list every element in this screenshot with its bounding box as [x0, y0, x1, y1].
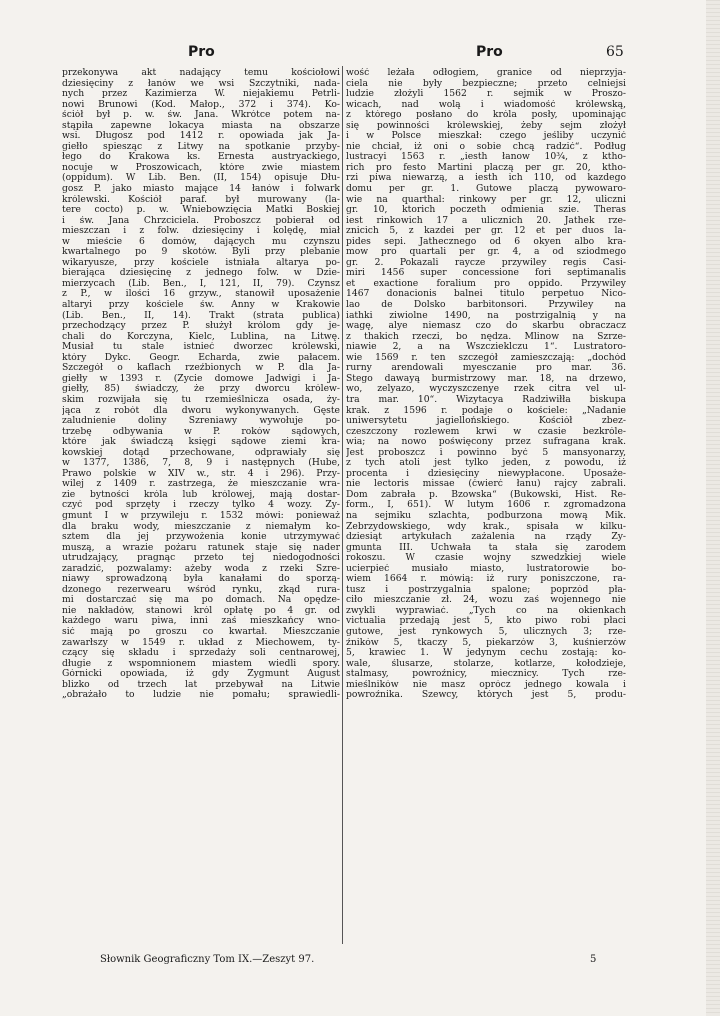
- text-line: iathki ziwiolne 1490, na postrzigalnią y na: [346, 310, 626, 321]
- text-line: gmunt I w przywileju r. 1532 mówi: ponieważ: [62, 510, 340, 521]
- text-line: się powinności królewskiej, żeby sejm złożył: [346, 120, 626, 131]
- text-line: sić mają po groszu co kwartał. Mieszczanie: [62, 626, 340, 637]
- text-line: pides sepi. Jathecznego od 6 okyen albo kra-: [346, 236, 626, 247]
- text-line: wilej z 1409 r. zastrzega, że mieszczanie wra-: [62, 479, 340, 490]
- text-line: długie z wspomnionem miastem wiedli spory.: [62, 658, 340, 669]
- text-line: tra mar. 10“. Wizytacya Radziwiłła biskupa: [346, 394, 626, 405]
- text-line: Musiał tu stale istnieć dworzec królewski,: [62, 342, 340, 353]
- running-header-right: Pro: [476, 44, 503, 60]
- text-line: w 1377, 1386, 7, 8, 9 i następnych (Hube,: [62, 458, 340, 469]
- text-line: wagę, alye niemasz czo do skarbu obraczacz: [346, 321, 626, 332]
- text-line: wiem 1664 r. mówią: iż rury poniszczone, ra-: [346, 574, 626, 585]
- text-line: ludzie złożyli 1562 r. sejmik w Proszo-: [346, 89, 626, 100]
- text-line: wość leżała odłogiem, granice od nieprzyja-: [346, 68, 626, 78]
- text-line: et exactione foralium pro oppido. Przywiley: [346, 278, 626, 289]
- text-line: wie 1569 r. ten szczegół zamieszczają: „dochód: [346, 352, 626, 363]
- text-line: victualia przedają jest 5, kto piwo robi płaci: [346, 616, 626, 627]
- text-line: źników 5, tkaczy 5, piekarzów 3, kuśnierzów: [346, 637, 626, 648]
- text-line: wale, ślusarze, stolarze, kotlarze, kołodzieje,: [346, 658, 626, 669]
- text-line: nocuje w Proszowicach, które zwie miastem: [62, 162, 340, 173]
- text-line: który Dykc. Geogr. Echarda, zwie pałacem.: [62, 352, 340, 363]
- text-line: zwykli wyprawiać. „Tych co na okienkach: [346, 605, 626, 616]
- text-line: rurny arendowali myesczanie pro mar. 36.: [346, 363, 626, 374]
- text-line: wicach, nad wolą i wiadomość królewską,: [346, 99, 626, 110]
- text-line: „obrażało to ludzie nie pomału; sprawiedli-: [62, 690, 340, 701]
- right-text-column: [346, 68, 626, 940]
- footer-publication: Słownik Geograficzny Tom IX.—Zeszyt 97.: [100, 954, 315, 965]
- text-line: nowi Brunowi (Kod. Małop., 372 i 374). Ko-: [62, 99, 340, 110]
- text-line: giełły, 85) świadczy, że przy dworcu królew-: [62, 384, 340, 395]
- text-line: tere cocto) p. w. Wniebowzięcia Matki Boskiej: [62, 205, 340, 216]
- text-line: Prawo polskie w XIV w., str. 4 i 296). Przy-: [62, 468, 340, 479]
- text-line: w mieście 6 domów, dających mu czynszu: [62, 236, 340, 247]
- text-line: czący się składu i sprzedaży soli centnarowej,: [62, 648, 340, 659]
- text-line: wo, zelyazo, wyczyszczenye rzek citra vel ul-: [346, 384, 626, 395]
- text-line: stalmasy, powroźnicy, miecznicy. Tych rze-: [346, 669, 626, 680]
- text-line: 1467 donacionis balnei titulo perpetuo Nico-: [346, 289, 626, 300]
- text-line: gr. 2. Pokazali raycze przywiley regis Casi-: [346, 257, 626, 268]
- text-line: altaryi przy kościele św. Anny w Krakowie: [62, 300, 340, 311]
- text-line: kwartalnego po 9 skotów. Byli przy plebanie: [62, 247, 340, 258]
- left-text-column: [62, 68, 340, 940]
- text-line: mierzycach (Lib. Ben., I, 121, II, 79). Czynsz: [62, 278, 340, 289]
- text-line: jąca z robót dla dworu wykonywanych. Gęste: [62, 405, 340, 416]
- text-line: łego do Krakowa ks. Ernesta austryackiego,: [62, 152, 340, 163]
- text-line: czyć pod sprzęty i rzeczy tylko 4 wozy. Zy-: [62, 500, 340, 511]
- text-line: sztem dla jej przywożenia konie utrzymywać: [62, 532, 340, 543]
- text-line: zaludnienie doliny Szreniawy wywołuje po-: [62, 416, 340, 427]
- text-line: lustracyi 1563 r. „iesth łanow 10¾, z ktho-: [346, 152, 626, 163]
- text-line: Dom zabrała p. Bzowska“ (Bukowski, Hist. Re-: [346, 489, 626, 500]
- text-line: zaradzić, pozwalamy: ażeby woda z rzeki Szre-: [62, 563, 340, 574]
- text-line: 5, krawiec 1. W jedynym cechu zostają: ko-: [346, 648, 626, 659]
- text-line: rich pro festo Martini placzą per gr. 20, ktho-: [346, 162, 626, 173]
- text-line: zie bytności króla lub królowej, mają dostar-: [62, 489, 340, 500]
- column-divider: [342, 66, 343, 944]
- text-line: wie na quarthal: rinkowy per gr. 12, uliczni: [346, 194, 626, 205]
- text-line: królewski. Kościół paraf. był murowany (la-: [62, 194, 340, 205]
- text-line: niawie 2, a na Wszczieklczu 1“. Lustratoro-: [346, 342, 626, 353]
- text-line: ciela nie były bezpieczne; przeto celniejsi: [346, 78, 626, 89]
- text-line: przechodzący przez P. służył królom gdy je-: [62, 321, 340, 332]
- text-line: na sejmiku szlachta, podburzona mową Mik.: [346, 510, 626, 521]
- text-line: wia; na nowo poświęcony przez sufragana krak.: [346, 437, 626, 448]
- text-line: i św. Jana Chrzciciela. Proboszcz pobierał od: [62, 215, 340, 226]
- text-line: wikaryusze, przy kościele istniała altarya po-: [62, 257, 340, 268]
- text-line: które jak świadczą księgi sądowe ziemi kra-: [62, 437, 340, 448]
- text-line: blizko od trzech lat przebywał na Litwie: [62, 679, 340, 690]
- text-line: nych przez Kazimierza W. niejakiemu Petrli-: [62, 89, 340, 100]
- footer-signature: 5: [590, 954, 597, 965]
- text-line: Zebrzydowskiego, wdy krak., spisała w kilku-: [346, 521, 626, 532]
- text-line: stąpiła zapewne lokacya miasta na obszarze: [62, 120, 340, 131]
- text-line: z którego posłano do króla posły, upominając: [346, 110, 626, 121]
- page-number: 65: [606, 44, 624, 60]
- text-line: mieślników nie masz oprócz jednego kowala i: [346, 679, 626, 690]
- text-line: rzi piwa niewarzą, a iesth ich 110, od kazdego: [346, 173, 626, 184]
- text-line: z thakich rzeczi, bo nędza. Mlinow na Szrze-: [346, 331, 626, 342]
- text-line: dzonego rezerwearu wśród rynku, zkąd rura-: [62, 584, 340, 595]
- text-line: nie nakładów, stanowi król opłatę po 4 gr. od: [62, 605, 340, 616]
- text-line: chali do Korczyna, Kielc, Lublina, na Litwę.: [62, 331, 340, 342]
- text-line: miri 1456 super concessione fori septimanalis: [346, 268, 626, 279]
- text-line: procenta i dziesięciny niewypłacone. Uposaże-: [346, 468, 626, 479]
- text-line: ściół był p. w. św. Jana. Wkrótce potem na-: [62, 110, 340, 121]
- text-line: każdego waru piwa, inni zaś mieszkańcy wno-: [62, 616, 340, 627]
- text-line: domu per gr. 1. Gutowe placzą pywowaro-: [346, 184, 626, 195]
- text-line: Stego dawayą burmistrzowy mar. 18, na drzewo,: [346, 373, 626, 384]
- text-line: czeszczony rozlewem krwi w czasie bezkróle-: [346, 426, 626, 437]
- text-line: gr. 10, ktorich poczeth odmienia szie. Theras: [346, 205, 626, 216]
- text-line: mow pro quartali per gr. 4, a od sziodmego: [346, 247, 626, 258]
- text-line: nie lectoris missae (ćwierć łanu) rajcy zabrali.: [346, 479, 626, 490]
- text-line: powroźnika. Szewcy, których jest 5, produ-: [346, 690, 626, 701]
- text-line: gosz P. jako miasto mające 14 łanów i folwark: [62, 184, 340, 195]
- text-line: znicich 5, z kazdei per gr. 12 et per duos la-: [346, 226, 626, 237]
- text-line: niawy sprowadzoną była kanałami do sporzą-: [62, 574, 340, 585]
- page-edge: [706, 0, 720, 1016]
- text-line: iest rinkowich 17 a ulicznich 20. Jathek rze-: [346, 215, 626, 226]
- text-line: trzebę odbywania w P. roków sądowych,: [62, 426, 340, 437]
- text-line: gmunta III. Uchwała ta stała się zarodem: [346, 542, 626, 553]
- text-line: dziesięciny z łanów we wsi Szczytniki, nada-: [62, 78, 340, 89]
- text-line: Szczegół o kaflach rzeźbionych w P. dla Ja-: [62, 363, 340, 374]
- text-line: z tych atoli jest tylko jeden, z powodu, iż: [346, 458, 626, 469]
- text-line: Jest proboszcz i powinno być 5 mansyonarzy,: [346, 447, 626, 458]
- text-line: tusz i postrzygalnia spalone; poprzód pła-: [346, 584, 626, 595]
- text-line: lao de Dolsko barbitonsori. Przywiley na: [346, 300, 626, 311]
- text-line: wsi. Długosz pod 1412 r. opowiada jak Ja-: [62, 131, 340, 142]
- text-line: Górnicki opowiada, iż gdy Zygmunt August: [62, 669, 340, 680]
- text-line: przekonywa akt nadający temu kościołowi: [62, 68, 340, 78]
- running-header-left: Pro: [188, 44, 215, 60]
- text-line: giełło spiesząc z Litwy na spotkanie przyby-: [62, 141, 340, 152]
- text-line: dla braku wody, mieszczanie z niemałym ko-: [62, 521, 340, 532]
- text-line: nie chciał, iż oni o sobie chcą radzić“. Podług: [346, 141, 626, 152]
- text-line: ucierpieć musiało miasto, lustratorowie bo-: [346, 563, 626, 574]
- text-line: rokoszu. W czasie wojny szwedzkiej wiele: [346, 553, 626, 564]
- text-line: zawarłszy w 1549 r. układ z Miechowem, ty-: [62, 637, 340, 648]
- text-line: z P., w ilości 16 grzyw., stanowił uposażenie: [62, 289, 340, 300]
- text-line: dziesiąt artykułach zażalenia na rządy Zy-: [346, 532, 626, 543]
- text-line: mi dostarczać się ma po domach. Na opędze-: [62, 595, 340, 606]
- text-line: utrudzający, pragnąc przeto tej niedogodności: [62, 553, 340, 564]
- text-line: form., I, 651). W lutym 1606 r. zgromadzona: [346, 500, 626, 511]
- text-line: gutowe, jest rynkowych 5, ulicznych 3; rze-: [346, 626, 626, 637]
- text-line: krak. z 1596 r. podaje o kościele: „Nadanie: [346, 405, 626, 416]
- text-line: (oppidum). W Lib. Ben. (II, 154) opisuje Dłu-: [62, 173, 340, 184]
- text-line: ciło mieszczanie zł. 24, wozu zaś wojennego nie: [346, 595, 626, 606]
- text-line: mieszczan i z folw. dziesięciny i kolędę, miał: [62, 226, 340, 237]
- text-line: giełły w 1393 r. (Życie domowe Jadwigi i Ja-: [62, 373, 340, 384]
- text-line: kowskiej dotąd przechowane, odprawiały się: [62, 447, 340, 458]
- text-line: skim rozwijała się tu rzemieślnicza osada, ży-: [62, 394, 340, 405]
- text-line: i w Polsce mieszkał: czego jeśliby uczynić: [346, 131, 626, 142]
- text-line: uniwersytetu jagiellońskiego. Kościół zbez-: [346, 416, 626, 427]
- text-line: muszą, a wrazie pożaru ratunek staje się nader: [62, 542, 340, 553]
- text-line: bierająca dziesięcinę z jednego folw. w Dzie-: [62, 268, 340, 279]
- text-line: (Lib. Ben., II, 14). Trakt (strata publica): [62, 310, 340, 321]
